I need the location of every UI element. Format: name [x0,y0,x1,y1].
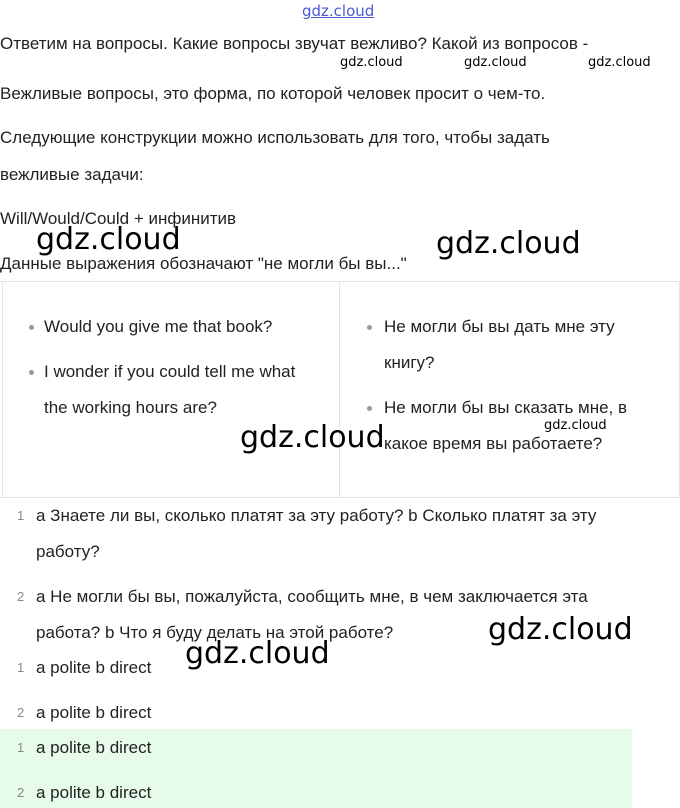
watermark-large-4: gdz.cloud [488,612,633,647]
item-number: 1 [17,508,25,523]
constructions-line-1: Следующие конструкции можно использовать для того, чтобы задать [0,128,550,147]
question-2-line-1: a Не могли бы вы, пожалуйста, сообщить мне, в чем заключается эта [36,587,588,606]
meaning: Данные выражения обозначают "не могли бы вы..." [0,254,407,273]
watermark-large-2: gdz.cloud [436,226,581,261]
example-ru-1-line-1: Не могли бы вы дать мне эту [384,317,615,336]
example-ru-1-line-2: книгу? [384,353,435,372]
question-2-line-2: работа? b Что я буду делать на этой работе? [36,623,394,642]
bullet-icon [367,325,372,330]
answer-number: 2 [17,785,25,800]
question-1-line-1: a Знаете ли вы, сколько платят за эту работу? b Сколько платят за эту [36,506,597,525]
constructions-line-2: вежливые задачи: [0,165,144,184]
example-en-2-line-2: the working hours are? [44,398,217,417]
table-border-left [2,282,3,497]
watermark-small-4: gdz.cloud [544,418,607,433]
intro-question: Ответим на вопросы. Какие вопросы звучат вежливо? Какой из вопросов - [0,34,589,53]
examples-table [0,281,680,498]
answer-text: a polite b direct [36,658,152,677]
item-number: 2 [17,589,25,604]
example-ru-2-line-1: Не могли бы вы сказать мне, в [384,398,628,417]
column-divider [339,282,340,497]
formula: Will/Would/Could + инфинитив [0,209,237,228]
example-en-1: Would you give me that book? [44,317,273,336]
example-ru-2-line-2: какое время вы работаете? [384,434,603,453]
answer-text: a polite b direct [36,703,152,722]
watermark-large-3: gdz.cloud [240,420,385,455]
answer-text-highlighted: a polite b direct [36,738,152,757]
example-en-2-line-1: I wonder if you could tell me what [44,362,296,381]
bullet-icon [29,370,34,375]
question-1-line-2: работу? [36,542,100,561]
answer-number: 1 [17,660,25,675]
answer-text-highlighted: a polite b direct [36,783,152,802]
watermark-large-5: gdz.cloud [185,636,330,671]
watermark-small-2: gdz.cloud [464,55,527,70]
polite-definition: Вежливые вопросы, это форма, по которой человек просит о чем-то. [0,84,546,103]
answer-number: 2 [17,705,25,720]
bullet-icon [29,325,34,330]
watermark-top[interactable]: gdz.cloud [302,2,375,20]
bullet-icon [367,406,372,411]
answer-number: 1 [17,740,25,755]
watermark-small-1: gdz.cloud [340,55,403,70]
watermark-small-3: gdz.cloud [588,55,651,70]
watermark-large-1: gdz.cloud [36,222,181,257]
